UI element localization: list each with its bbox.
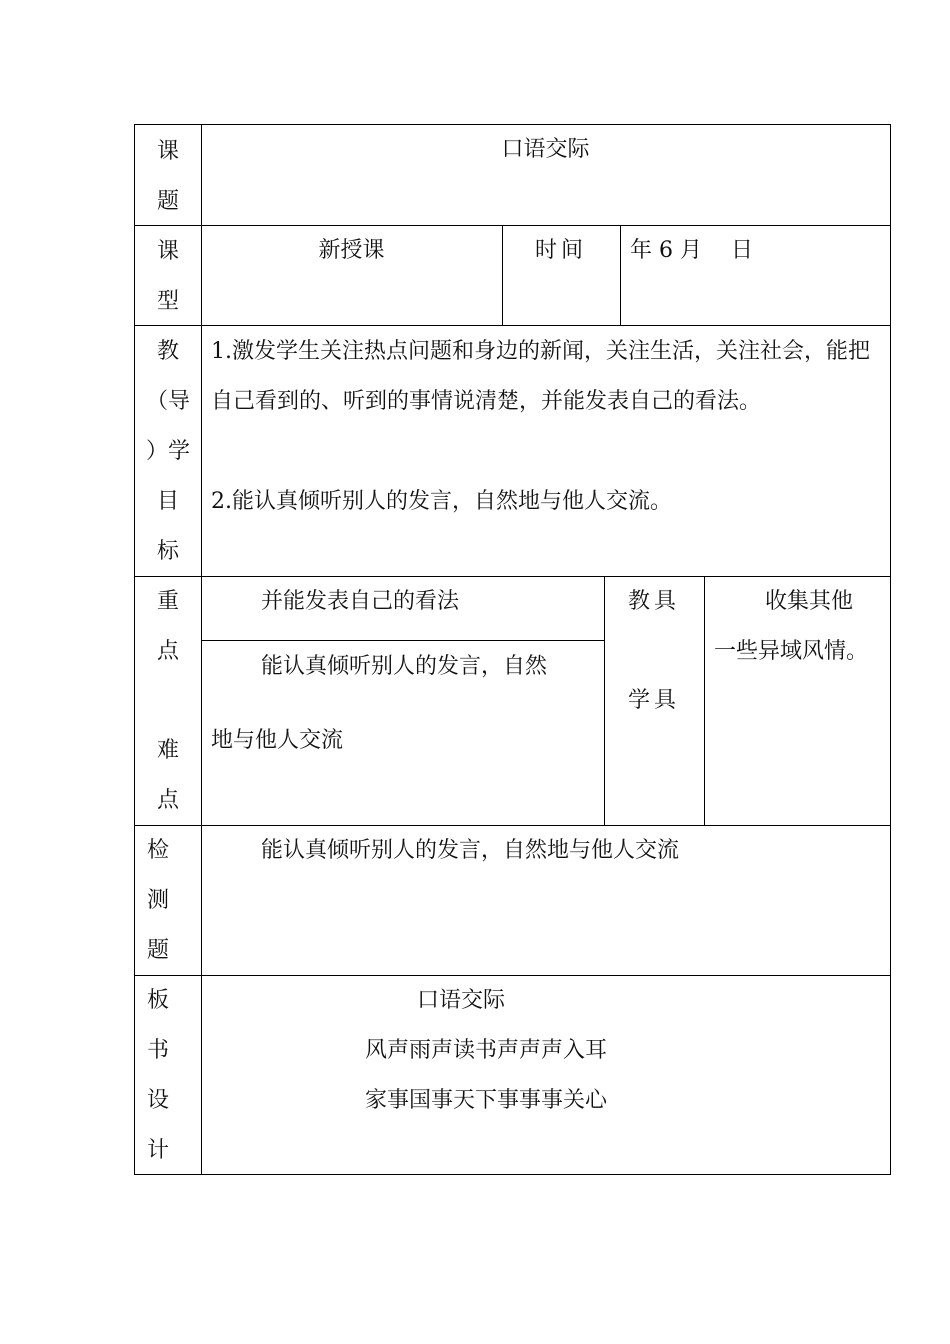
row-divider: [135, 325, 890, 326]
time-value-divider: [620, 225, 621, 326]
test-value: 能认真倾听别人的发言，自然地与他人交流: [261, 838, 680, 863]
teaching-tools-label: 教具: [627, 589, 680, 614]
label-char: 设: [146, 1088, 169, 1113]
label-char: 题: [156, 189, 179, 214]
label-char: 板: [146, 988, 169, 1013]
label-char: 检: [146, 838, 169, 863]
goals-label: [135, 327, 201, 577]
label-char: 题: [146, 938, 169, 963]
label-char: 难: [156, 738, 179, 763]
row-divider: [135, 975, 890, 976]
type-value: 新授课: [318, 238, 385, 263]
key-point-value: 并能发表自己的看法: [261, 589, 460, 614]
label-column-divider: [201, 125, 202, 1174]
lesson-plan-table: [134, 124, 891, 1175]
label-char: 点: [156, 788, 179, 813]
board-line-1: 风声雨声读书声声声入耳: [365, 1038, 608, 1063]
learning-tools-label: 学具: [627, 688, 680, 713]
tools-value-divider: [704, 576, 705, 826]
type-label: [135, 227, 201, 327]
label-char: 教: [156, 339, 179, 364]
label-char: 点: [156, 639, 179, 664]
label-char: 课: [156, 139, 179, 164]
board-line-2: 家事国事天下事事事关心: [365, 1088, 608, 1113]
key-point-label: [135, 577, 201, 677]
label-char: 目: [156, 489, 179, 514]
board-title: 口语交际: [417, 988, 506, 1013]
label-char: 书: [146, 1038, 169, 1063]
label-char: 型: [156, 289, 179, 314]
label-char: 课: [156, 239, 179, 264]
board-label: [135, 976, 181, 1176]
difficult-point-label: [135, 726, 201, 826]
time-value: 年 6 月: [630, 238, 702, 263]
label-char: ）学: [145, 439, 190, 464]
test-label: [135, 826, 181, 976]
time-day: 日: [731, 238, 754, 263]
topic-value: 口语交际: [501, 137, 590, 162]
label-char: 计: [146, 1138, 169, 1163]
label-char: 标: [156, 539, 179, 564]
label-char: 重: [156, 589, 179, 614]
label-char: 测: [146, 888, 169, 913]
difficult-point-line2: 地与他人交流: [211, 728, 344, 753]
tools-value-line2: 一些异域风情。: [714, 639, 869, 664]
tools-value-line1: 收集其他: [765, 589, 854, 614]
goal-2: 2.能认真倾听别人的发言，自然地与他人交流。: [211, 489, 672, 514]
goal-1: 1.激发学生关注热点问题和身边的新闻，关注生活，关注社会，能把自己看到的、听到的事情说清楚，并能发表自己的看法。: [211, 339, 870, 414]
topic-label: [135, 127, 201, 227]
difficult-point-line1: 能认真倾听别人的发言，自然: [261, 654, 548, 679]
label-char: （导: [145, 389, 190, 414]
key-difficult-divider: [201, 640, 604, 641]
time-label: 时间: [534, 238, 587, 263]
